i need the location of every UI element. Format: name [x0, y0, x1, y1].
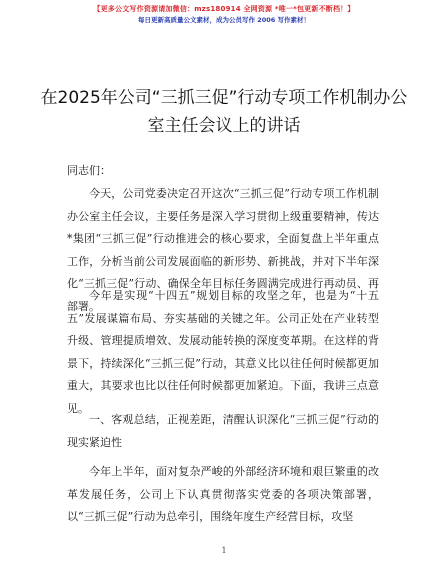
banner-line-1: 【更多公文写作资源请加微信：mzs180914 全网资源 *唯一*包更新不断档！】 [93, 5, 355, 13]
body-paragraph-3: 今年上半年，面对复杂严峻的外部经济环境和艰巨繁重的改革发展任务，公司上下认真贯彻落实党委的各项决策部署，以“三抓三促”行动为总牵引，围绕年度生产经营目标，攻坚 [67, 465, 379, 524]
body-paragraph-1: 今天，公司党委决定召开这次“三抓三促”行动专项工作机制办公室主任会议，主要任务是深入学习贯彻上级重要精神，传达*集团“三抓三促”行动推进会的核心要求，全面复盘上半年重点工作，分析当前公司发展面临的新形势、新挑战，并对下半年深化“三抓三促”行动、确保全年目标任务圆满完成进行再动员、再部署。 [67, 187, 379, 313]
banner-line-2: 每日更新高质量公文素材，成为公员写作 2006 写作素材！ [137, 16, 311, 24]
salutation: 同志们： [67, 164, 111, 177]
page-number: 1 [221, 546, 227, 555]
section-heading-1: 一、客观总结，正视差距，清醒认识深化“三抓三促”行动的现实紧迫性 [67, 413, 379, 449]
header-banner [0, 4, 448, 26]
document-title: 在2025年公司“三抓三促”行动专项工作机制办公室主任会议上的讲话 [40, 88, 408, 136]
body-paragraph-2: 今年是实现“十四五”规划目标的攻坚之年，也是为“十五五”发展谋篇布局、夯实基础的关键之年。公司正处在产业转型升级、管理提质增效、发展动能转换的深度变革期。在这样的背景下，持续深化“三抓三促”行动，其意义比以往任何时候都更加重大，其要求也比以往任何时候都更加紧迫。下面，我讲三点意见。 [67, 289, 379, 415]
